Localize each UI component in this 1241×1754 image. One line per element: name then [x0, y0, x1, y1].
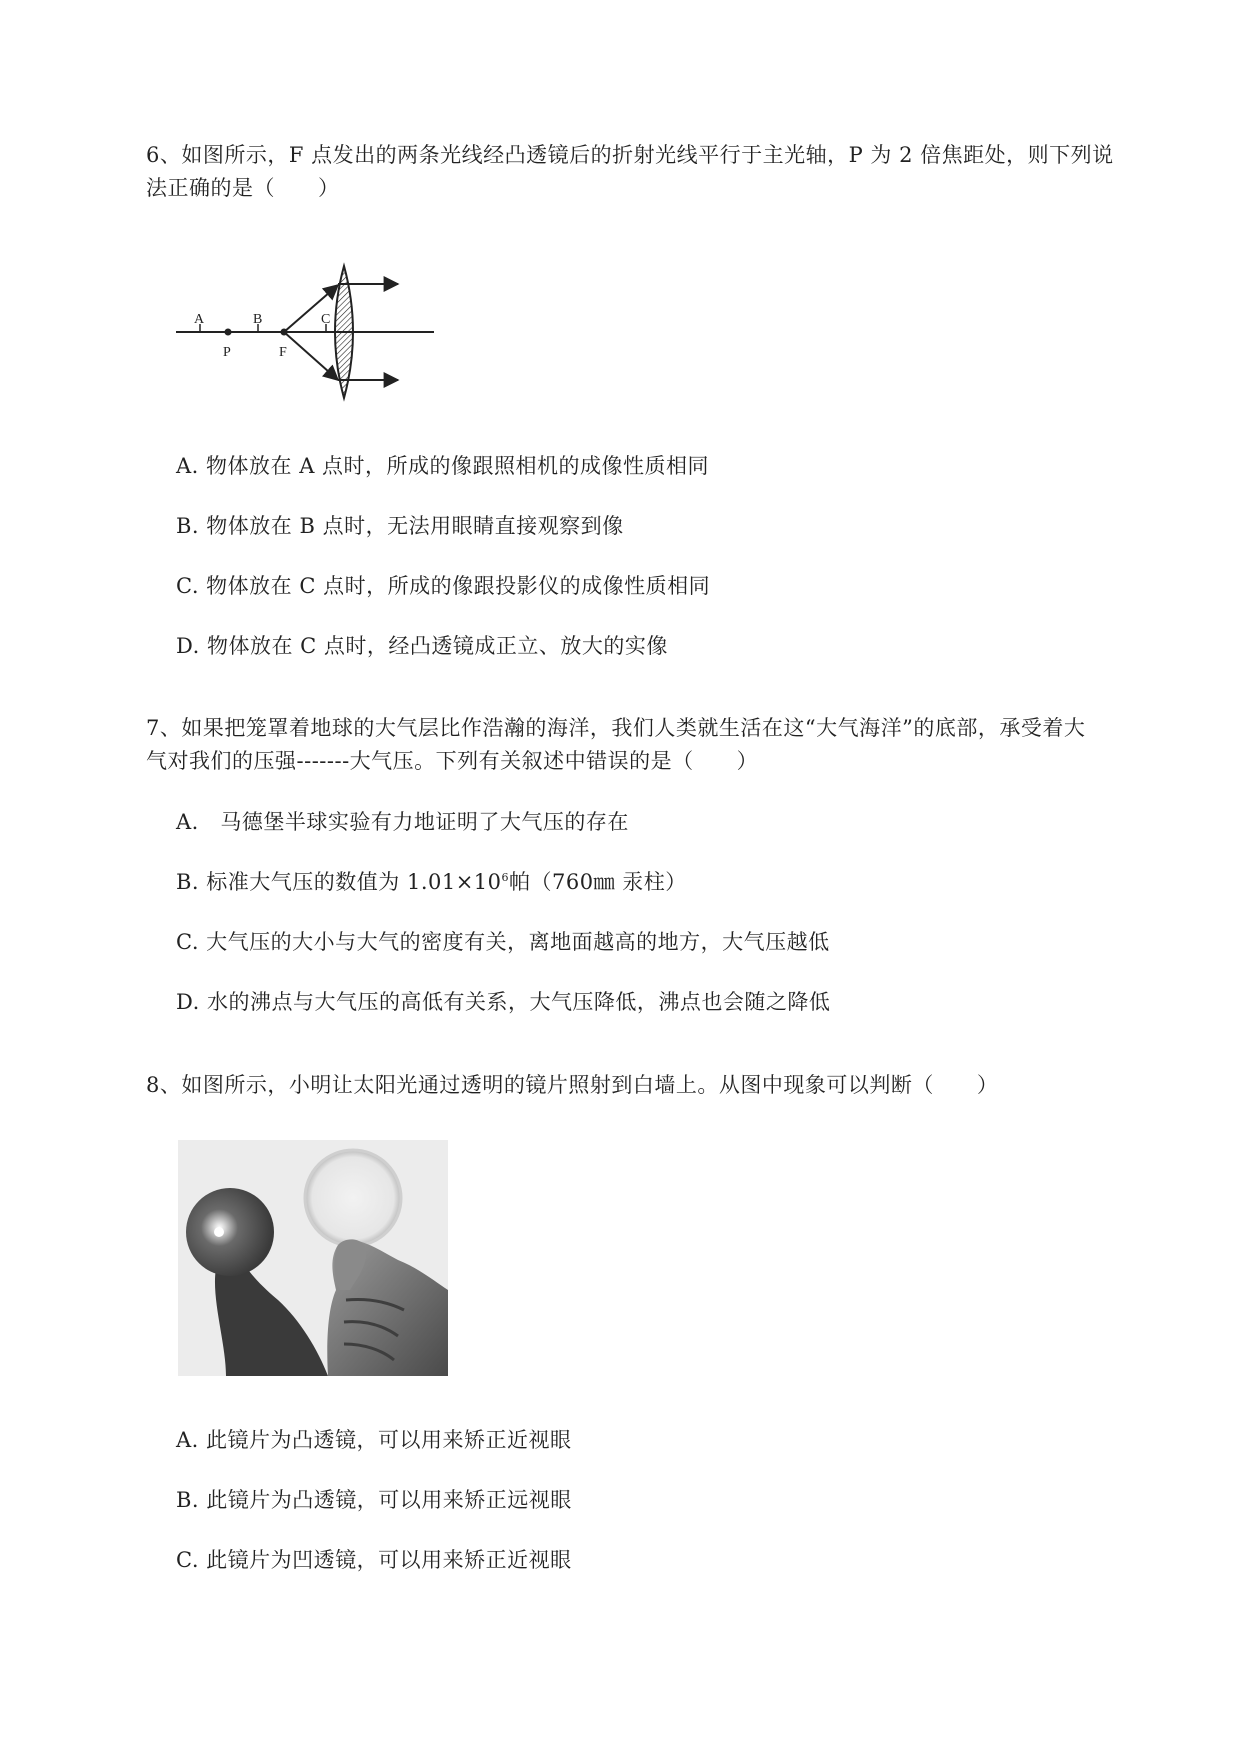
q7-option-b-prefix: B. 标准大气压的数值为 1.01×10 — [176, 870, 502, 894]
q6-option-d: D. 物体放在 C 点时，经凸透镜成正立、放大的实像 — [176, 634, 668, 658]
q6-stem-line1: 6、如图所示，F 点发出的两条光线经凸透镜后的折射光线平行于主光轴，P 为 2 倍焦距处，则下列说 — [146, 143, 1114, 167]
q6-option-a: A. 物体放在 A 点时，所成的像跟照相机的成像性质相同 — [176, 454, 710, 478]
bright-focus-spot — [214, 1227, 224, 1237]
label-a: A — [194, 312, 205, 327]
lens-shadow-spot — [186, 1188, 274, 1276]
label-f: F — [279, 345, 287, 360]
point-p — [225, 329, 232, 336]
q8-option-b: B. 此镜片为凸透镜，可以用来矫正远视眼 — [176, 1488, 572, 1512]
label-p: P — [223, 345, 231, 360]
q7-stem-line2: 气对我们的压强-------大气压。下列有关叙述中错误的是（ ） — [146, 749, 759, 773]
q7-option-b-exponent: 6 — [501, 871, 510, 884]
q8-stem-line1: 8、如图所示，小明让太阳光通过透明的镜片照射到白墙上。从图中现象可以判断（ ） — [146, 1073, 999, 1097]
ray-lower-incident — [284, 332, 338, 380]
q7-option-a: A. 马德堡半球实验有力地证明了大气压的存在 — [176, 810, 629, 834]
q7-stem-line1: 7、如果把笼罩着地球的大气层比作浩瀚的海洋，我们人类就生活在这“大气海洋”的底部，承受着大 — [146, 716, 1086, 740]
q6-lens-diagram — [176, 260, 446, 410]
q8-lens-photo — [178, 1140, 448, 1376]
q7-option-b — [176, 867, 687, 897]
label-c: C — [321, 312, 331, 327]
q7-option-c: C. 大气压的大小与大气的密度有关，离地面越高的地方，大气压越低 — [176, 930, 830, 954]
magnifier-lens — [305, 1150, 401, 1246]
q6-option-b: B. 物体放在 B 点时，无法用眼睛直接观察到像 — [176, 514, 624, 538]
q8-option-c: C. 此镜片为凹透镜，可以用来矫正近视眼 — [176, 1548, 572, 1572]
q6-option-c: C. 物体放在 C 点时，所成的像跟投影仪的成像性质相同 — [176, 574, 711, 598]
q7-option-d: D. 水的沸点与大气压的高低有关系，大气压降低，沸点也会随之降低 — [176, 990, 831, 1014]
q7-option-b-suffix: 帕（760㎜ 汞柱） — [509, 870, 687, 894]
q8-option-a: A. 此镜片为凸透镜，可以用来矫正近视眼 — [176, 1428, 572, 1452]
label-b: B — [253, 312, 263, 327]
q6-stem-line2: 法正确的是（ ） — [146, 176, 340, 200]
